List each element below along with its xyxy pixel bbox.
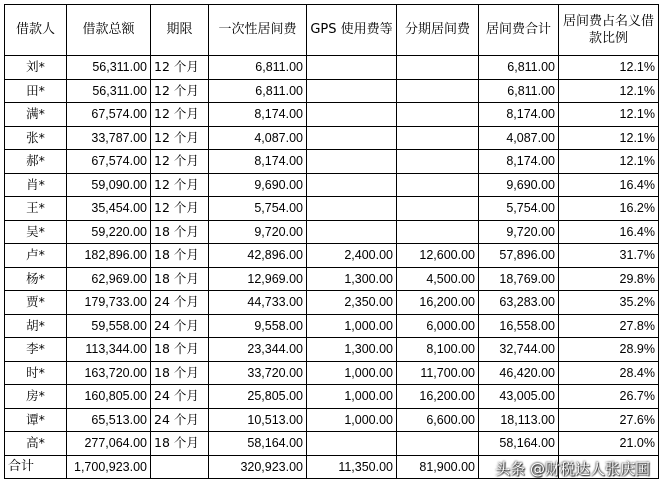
col-fee-total-cell: 4,087.00 [479,126,559,150]
col-fee-ratio-cell: 12.1% [559,150,659,174]
col-one-time-fee-cell: 8,174.00 [209,150,307,174]
col-gps-fee-cell: 2,350.00 [307,291,397,315]
col-installment-fee-cell [397,79,479,103]
col-fee-total-cell: 9,690.00 [479,173,559,197]
col-term-total-cell [151,455,209,479]
col-fee-total-cell: 6,811.00 [479,79,559,103]
col-total-loan-header: 借款总额 [67,5,151,56]
col-total-loan-cell: 56,311.00 [67,56,151,80]
col-fee-ratio-cell: 31.7% [559,244,659,268]
col-total-loan-cell: 163,720.00 [67,361,151,385]
col-term-cell: 12 个月 [151,197,209,221]
col-fee-ratio-cell: 26.7% [559,385,659,409]
col-fee-ratio-cell: 27.6% [559,408,659,432]
col-gps-fee-cell: 2,400.00 [307,244,397,268]
col-gps-fee-cell: 1,000.00 [307,385,397,409]
col-borrower-header: 借款人 [5,5,67,56]
col-total-loan-cell: 67,574.00 [67,150,151,174]
header-row [5,5,659,56]
table-row [5,361,659,385]
col-one-time-fee-cell: 58,164.00 [209,432,307,456]
col-installment-fee-cell [397,126,479,150]
col-term-cell: 12 个月 [151,126,209,150]
col-fee-ratio-cell: 27.8% [559,314,659,338]
col-fee-total-cell: 9,720.00 [479,220,559,244]
col-gps-fee-cell: 1,000.00 [307,408,397,432]
col-gps-fee-cell: 1,000.00 [307,314,397,338]
col-total-loan-cell: 56,311.00 [67,79,151,103]
col-one-time-fee-cell: 5,754.00 [209,197,307,221]
col-borrower-cell: 胡* [5,314,67,338]
col-total-loan-cell: 67,574.00 [67,103,151,127]
col-one-time-fee-cell: 8,174.00 [209,103,307,127]
col-gps-fee-cell [307,103,397,127]
loan-fee-table [4,4,659,479]
col-fee-total-cell: 6,811.00 [479,56,559,80]
col-installment-fee-cell: 11,700.00 [397,361,479,385]
col-fee-ratio-cell: 12.1% [559,126,659,150]
col-borrower-cell: 刘* [5,56,67,80]
col-fee-ratio-cell: 16.4% [559,173,659,197]
col-borrower-cell: 肖* [5,173,67,197]
col-total-loan-cell: 65,513.00 [67,408,151,432]
col-installment-fee-cell: 16,200.00 [397,291,479,315]
table-row [5,150,659,174]
col-one-time-fee-total-cell: 320,923.00 [209,455,307,479]
col-borrower-cell: 卢* [5,244,67,268]
col-installment-fee-cell [397,56,479,80]
col-fee-total-cell: 18,769.00 [479,267,559,291]
col-one-time-fee-cell: 6,811.00 [209,79,307,103]
col-borrower-cell: 杨* [5,267,67,291]
col-one-time-fee-cell: 10,513.00 [209,408,307,432]
col-fee-total-cell: 57,896.00 [479,244,559,268]
col-borrower-cell: 吴* [5,220,67,244]
table-row [5,56,659,80]
col-borrower-cell: 王* [5,197,67,221]
col-borrower-cell: 时* [5,361,67,385]
col-installment-fee-header: 分期居间费 [397,5,479,56]
col-term-cell: 18 个月 [151,361,209,385]
table-row [5,314,659,338]
col-term-cell: 18 个月 [151,432,209,456]
col-borrower-cell: 田* [5,79,67,103]
table-row [5,79,659,103]
col-gps-fee-cell [307,173,397,197]
col-gps-fee-cell [307,150,397,174]
table-row [5,244,659,268]
col-gps-fee-cell [307,79,397,103]
col-borrower-cell: 郝* [5,150,67,174]
col-installment-fee-cell [397,432,479,456]
table-row [5,338,659,362]
col-term-cell: 18 个月 [151,267,209,291]
table-row [5,103,659,127]
col-term-cell: 24 个月 [151,385,209,409]
col-term-header: 期限 [151,5,209,56]
col-total-loan-cell: 62,969.00 [67,267,151,291]
col-term-cell: 12 个月 [151,79,209,103]
col-gps-fee-cell [307,126,397,150]
col-installment-fee-total-cell: 81,900.00 [397,455,479,479]
col-gps-fee-cell: 1,300.00 [307,267,397,291]
col-installment-fee-cell [397,103,479,127]
col-installment-fee-cell [397,220,479,244]
col-gps-fee-header: GPS 使用费等 [307,5,397,56]
col-term-cell: 18 个月 [151,220,209,244]
col-total-loan-cell: 277,064.00 [67,432,151,456]
col-installment-fee-cell: 6,000.00 [397,314,479,338]
col-fee-total-cell: 8,174.00 [479,103,559,127]
col-total-loan-cell: 59,090.00 [67,173,151,197]
col-one-time-fee-cell: 9,720.00 [209,220,307,244]
col-borrower-cell: 李* [5,338,67,362]
table-row [5,291,659,315]
col-gps-fee-cell [307,220,397,244]
col-one-time-fee-header: 一次性居间费 [209,5,307,56]
col-fee-ratio-cell: 29.8% [559,267,659,291]
col-fee-ratio-header: 居间费占名义借款比例 [559,5,659,56]
col-fee-total-cell: 43,005.00 [479,385,559,409]
col-installment-fee-cell: 6,600.00 [397,408,479,432]
col-one-time-fee-cell: 33,720.00 [209,361,307,385]
col-fee-total-cell: 63,283.00 [479,291,559,315]
col-one-time-fee-cell: 12,969.00 [209,267,307,291]
col-term-cell: 18 个月 [151,244,209,268]
col-one-time-fee-cell: 25,805.00 [209,385,307,409]
col-fee-total-cell: 32,744.00 [479,338,559,362]
col-total-loan-cell: 179,733.00 [67,291,151,315]
col-one-time-fee-cell: 6,811.00 [209,56,307,80]
table-row [5,267,659,291]
col-installment-fee-cell [397,150,479,174]
col-gps-fee-total-cell: 11,350.00 [307,455,397,479]
col-fee-ratio-cell: 16.2% [559,197,659,221]
col-total-loan-cell: 33,787.00 [67,126,151,150]
col-installment-fee-cell [397,197,479,221]
col-fee-ratio-cell: 16.4% [559,220,659,244]
col-gps-fee-cell [307,197,397,221]
col-total-loan-total-cell: 1,700,923.00 [67,455,151,479]
col-term-cell: 24 个月 [151,314,209,338]
col-fee-ratio-cell: 12.1% [559,79,659,103]
col-borrower-cell: 贾* [5,291,67,315]
col-borrower-cell: 满* [5,103,67,127]
col-borrower-cell: 房* [5,385,67,409]
col-term-cell: 18 个月 [151,338,209,362]
col-term-cell: 12 个月 [151,56,209,80]
col-installment-fee-cell: 4,500.00 [397,267,479,291]
table-row [5,197,659,221]
col-fee-total-cell: 58,164.00 [479,432,559,456]
col-installment-fee-cell: 8,100.00 [397,338,479,362]
col-fee-total-cell: 18,113.00 [479,408,559,432]
col-one-time-fee-cell: 23,344.00 [209,338,307,362]
col-one-time-fee-cell: 4,087.00 [209,126,307,150]
col-term-cell: 24 个月 [151,408,209,432]
col-fee-total-cell: 16,558.00 [479,314,559,338]
col-total-loan-cell: 160,805.00 [67,385,151,409]
table-row [5,220,659,244]
col-fee-total-cell: 5,754.00 [479,197,559,221]
col-one-time-fee-cell: 9,558.00 [209,314,307,338]
col-borrower-total-cell: 合计 [5,455,67,479]
table-row [5,173,659,197]
col-fee-ratio-cell: 28.4% [559,361,659,385]
col-fee-ratio-cell: 12.1% [559,56,659,80]
col-gps-fee-cell: 1,300.00 [307,338,397,362]
table-row [5,432,659,456]
table-row [5,126,659,150]
col-fee-ratio-cell: 21.0% [559,432,659,456]
col-borrower-cell: 张* [5,126,67,150]
col-term-cell: 24 个月 [151,291,209,315]
table-row [5,408,659,432]
col-fee-ratio-cell: 28.9% [559,338,659,362]
col-one-time-fee-cell: 44,733.00 [209,291,307,315]
col-fee-total-header: 居间费合计 [479,5,559,56]
col-one-time-fee-cell: 42,896.00 [209,244,307,268]
col-total-loan-cell: 59,220.00 [67,220,151,244]
watermark: 头条 @财税达人张庆国 [495,460,650,478]
col-borrower-cell: 高* [5,432,67,456]
col-installment-fee-cell: 16,200.00 [397,385,479,409]
col-one-time-fee-cell: 9,690.00 [209,173,307,197]
col-gps-fee-cell [307,432,397,456]
col-fee-total-cell: 8,174.00 [479,150,559,174]
col-total-loan-cell: 35,454.00 [67,197,151,221]
col-term-cell: 12 个月 [151,173,209,197]
col-fee-total-cell: 46,420.00 [479,361,559,385]
col-gps-fee-cell: 1,000.00 [307,361,397,385]
col-fee-ratio-cell: 35.2% [559,291,659,315]
col-installment-fee-cell: 12,600.00 [397,244,479,268]
col-borrower-cell: 谭* [5,408,67,432]
col-fee-ratio-cell: 12.1% [559,103,659,127]
col-total-loan-cell: 59,558.00 [67,314,151,338]
col-gps-fee-cell [307,56,397,80]
col-term-cell: 12 个月 [151,150,209,174]
col-total-loan-cell: 113,344.00 [67,338,151,362]
col-installment-fee-cell [397,173,479,197]
col-term-cell: 12 个月 [151,103,209,127]
table-row [5,385,659,409]
col-total-loan-cell: 182,896.00 [67,244,151,268]
